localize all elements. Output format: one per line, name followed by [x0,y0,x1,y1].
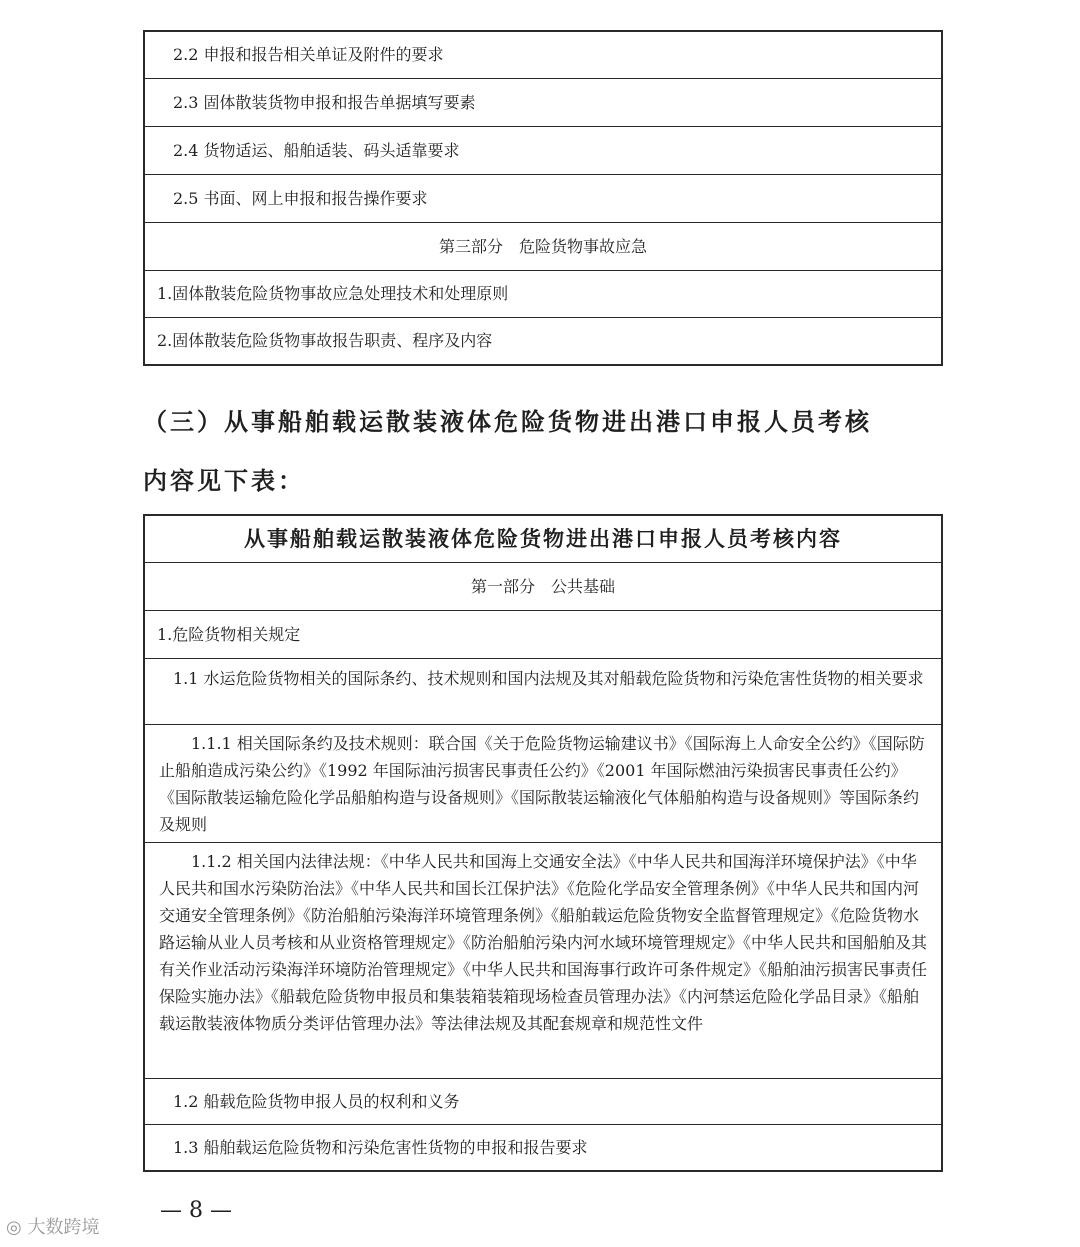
table-row: 2.5 书面、网上申报和报告操作要求 [145,174,941,222]
paragraph-line-2: 内容见下表： [143,467,305,495]
watermark: ◎ 大数跨境 [6,1217,100,1238]
table-title: 从事船舶载运散装液体危险货物进出港口申报人员考核内容 [244,527,842,551]
table-row: 1.2 船载危险货物申报人员的权利和义务 [145,1078,941,1124]
assessment-table-liquid-bulk [143,514,943,1172]
table-row: 1.1.1 相关国际条约及技术规则：联合国《关于危险货物运输建议书》《国际海上人命安全公约》《国际防止船舶造成污染公约》《1992 年国际油污损害民事责任公约》《2001 年国际燃油污染损害民事责任公约》《国际散装运输危险化学品船舶构造与设备规则》《国际散装运输液化气体船舶构造与设备规则》等国际条约及规则 [145,724,941,842]
table-row: 1.1 水运危险货物相关的国际条约、技术规则和国内法规及其对船载危险货物和污染危害性货物的相关要求 [145,658,941,724]
table-row: 1.1.2 相关国内法律法规：《中华人民共和国海上交通安全法》《中华人民共和国海洋环境保护法》《中华人民共和国水污染防治法》《中华人民共和国长江保护法》《危险化学品安全管理条例》《中华人民共和国内河交通安全管理条例》《防治船舶污染海洋环境管理条例》《船舶载运危险货物安全监督管理规定》《危险货物水路运输从业人员考核和从业资格管理规定》《防治船舶污染内河水域环境管理规定》《中华人民共和国船舶及其有关作业活动污染海洋环境防治管理规定》《中华人民共和国海事行政许可条件规定》《船舶油污损害民事责任保险实施办法》《船载危险货物申报员和集装箱装箱现场检查员管理办法》《内河禁运危险化学品目录》《船舶载运散装液体物质分类评估管理办法》等法律法规及其配套规章和规范性文件 [145,842,941,1078]
paragraph-line-1: （三）从事船舶载运散装液体危险货物进出港口申报人员考核 [143,408,872,436]
table-row: 1.固体散装危险货物事故应急处理技术和处理原则 [145,270,941,317]
assessment-table-solid-bulk [143,30,943,366]
table-row: 2.4 货物适运、船舶适装、码头适靠要求 [145,126,941,174]
section-header: 第三部分 危险货物事故应急 [145,222,941,270]
table-row: 2.3 固体散装货物申报和报告单据填写要素 [145,78,941,126]
section-header: 第一部分 公共基础 [145,562,941,610]
table-row: 1.3 船舶载运危险货物和污染危害性货物的申报和报告要求 [145,1124,941,1170]
page-number: — 8 — [160,1198,232,1223]
table-row: 2.固体散装危险货物事故报告职责、程序及内容 [145,317,941,364]
table-row: 1.危险货物相关规定 [145,610,941,658]
table-row: 2.2 申报和报告相关单证及附件的要求 [173,45,444,64]
weibo-icon: ◎ [6,1217,22,1238]
